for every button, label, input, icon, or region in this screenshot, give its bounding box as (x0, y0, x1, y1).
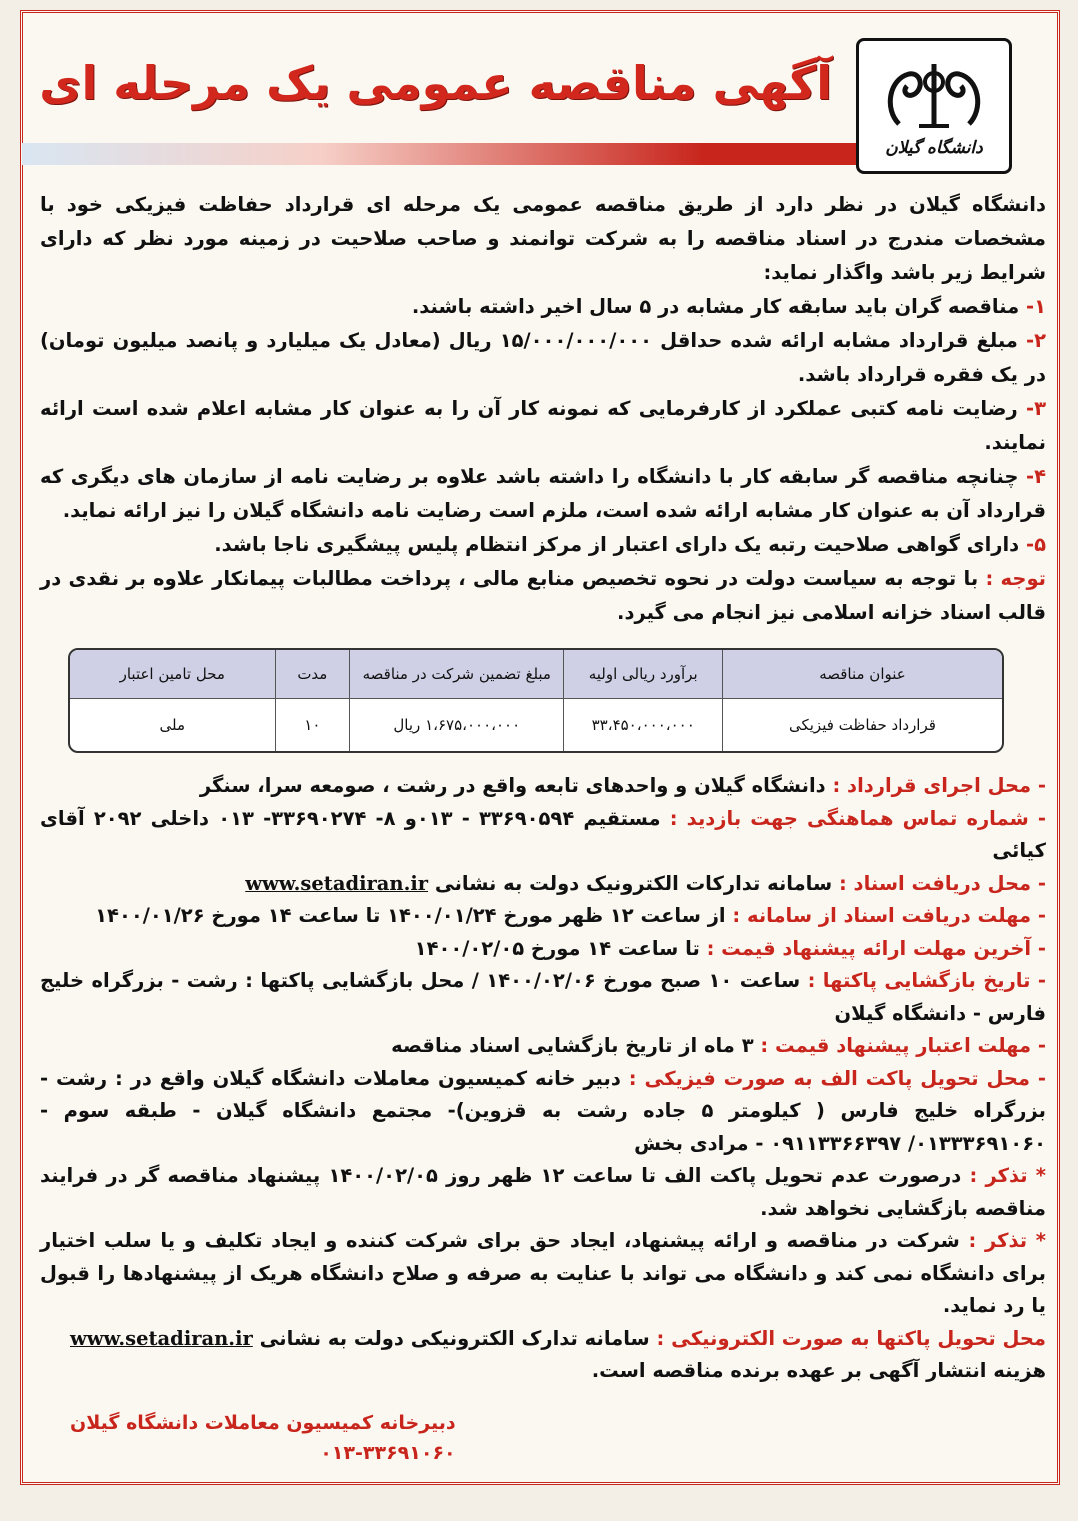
notice-body (40, 188, 1046, 630)
cell-estimate: ۳۳،۴۵۰،۰۰۰،۰۰۰ (564, 699, 722, 752)
detail-bid-deadline: - آخرین مهلت ارائه پیشنهاد قیمت : تا ساعت ۱۴ مورخ ۱۴۰۰/۰۲/۰۵ (414, 936, 1046, 960)
col-guarantee: مبلغ تضمین شرکت در مناقصه (350, 650, 564, 699)
detail-opening: - تاریخ بازگشایی پاکتها : ساعت ۱۰ صبح مورخ ۱۴۰۰/۰۲/۰۶ / محل بازگشایی پاکتها : رشت - بزرگراه خلیج فارس - دانشگاه گیلان (40, 969, 1046, 1025)
setadiran-link[interactable]: www.setadiran.ir (245, 871, 429, 895)
notice-header (22, 38, 1032, 173)
signature-phone: ۰۱۳-۳۳۶۹۱۰۶۰ (320, 1442, 456, 1464)
tender-table (68, 648, 1004, 753)
header-band (22, 143, 872, 165)
intro-paragraph: دانشگاه گیلان در نظر دارد از طریق مناقصه عمومی یک مرحله ای قرارداد حفاظت فیزیکی خود با مشخصات مندرج در اسناد مناقصه را به شرکت توانمند و صاحب صلاحیت در زمینه مورد نظر که دارای شرایط زیر باشد واگذار نماید: (40, 193, 1046, 284)
condition-1: ۱- مناقصه گران باید سابقه کار مشابه در ۵ سال اخیر داشته باشند. (411, 295, 1046, 318)
reminder-2: * تذکر : شرکت در مناقصه و ارائه پیشنهاد، ایجاد حق برای شرکت کننده و ایجاد تکلیف و یا سلب اختیار برای دانشگاه نمی کند و دانشگاه می تواند با عنایت به صرفه و صلاح دانشگاه هریک از پیشنهادها را قبول یا رد نماید. (40, 1229, 1046, 1317)
cell-guarantee: ۱،۶۷۵،۰۰۰،۰۰۰ ریال (350, 699, 564, 752)
page-title: آگهی مناقصه عمومی یک مرحله ای (39, 56, 832, 110)
col-funding: محل تامین اعتبار (70, 650, 275, 699)
cell-funding: ملی (70, 699, 275, 752)
cell-title: قرارداد حفاظت فیزیکی (722, 699, 1002, 752)
col-estimate: برآورد ریالی اولیه (564, 650, 722, 699)
cost-note: هزینه انتشار آگهی بر عهده برنده مناقصه است. (591, 1359, 1046, 1382)
note-paragraph: توجه : با توجه به سیاست دولت در نحوه تخصیص منابع مالی ، پرداخت مطالبات پیمانکار علاوه بر نقدی در قالب اسناد خزانه اسلامی نیز انجام می گیرد. (40, 567, 1046, 624)
detail-doc-deadline: - مهلت دریافت اسناد از سامانه : از ساعت ۱۲ ظهر مورخ ۱۴۰۰/۰۱/۲۴ تا ساعت ۱۴ مورخ ۱۴۰۰/۰۱/۲۶ (95, 904, 1046, 927)
detail-validity: - مهلت اعتبار پیشنهاد قیمت : ۳ ماه از تاریخ بازگشایی اسناد مناقصه (391, 1034, 1046, 1057)
col-title: عنوان مناقصه (722, 650, 1002, 699)
detail-documents: - محل دریافت اسناد : سامانه تدارکات الکترونیک دولت به نشانی www.setadiran.ir (245, 871, 1046, 895)
col-duration: مدت (275, 650, 350, 699)
logo-emblem-icon (879, 54, 989, 134)
cell-duration: ۱۰ (275, 699, 350, 752)
signature-line-1: دبیرخانه کمیسیون معاملات دانشگاه گیلان (70, 1412, 456, 1434)
university-logo (856, 38, 1012, 174)
detail-location: - محل اجرای قرارداد : دانشگاه گیلان و واحدهای تابعه واقع در رشت ، صومعه سرا، سنگر (199, 774, 1046, 797)
condition-4: ۴- چنانچه مناقصه گر سابقه کار با دانشگاه را داشته باشد علاوه بر رضایت نامه از سازمان های دیگری که قرارداد آن به عنوان کار مشابه ارائه شده است، ملزم است رضایت نامه دانشگاه گیلان را نیز ارائه نماید. (40, 465, 1047, 522)
table-header-row (70, 650, 1002, 699)
reminder-1: * تذکر : درصورت عدم تحویل پاکت الف تا ساعت ۱۲ ظهر روز ۱۴۰۰/۰۲/۰۵ پیشنهاد مناقصه گر در فرایند مناقصه بازگشایی نخواهد شد. (40, 1164, 1047, 1220)
setadiran-link-2[interactable]: www.setadiran.ir (69, 1326, 253, 1350)
notice-details (40, 770, 1046, 1388)
signature-block (70, 1408, 456, 1468)
electronic-delivery: محل تحویل پاکتها به صورت الکترونیکی : سامانه تدارک الکترونیکی دولت به نشانی www.setadiran.ir (69, 1326, 1046, 1350)
condition-2: ۲- مبلغ قرارداد مشابه ارائه شده حداقل ۱۵/۰۰۰/۰۰۰/۰۰۰ ریال (معادل یک میلیارد و پانصد میلیون تومان) در یک فقره قرارداد باشد. (40, 329, 1047, 386)
condition-3: ۳- رضایت نامه کتبی عملکرد از کارفرمایی که نمونه کار آن را به عنوان کار مشابه اعلام شده است ارائه نمایند. (40, 397, 1046, 454)
condition-5: ۵- دارای گواهی صلاحیت رتبه یک دارای اعتبار از مرکز انتظام پلیس پیشگیری ناجا باشد. (214, 533, 1046, 556)
table-row (70, 699, 1002, 752)
logo-text: دانشگاه گیلان (885, 138, 983, 158)
detail-delivery: - محل تحویل پاکت الف به صورت فیزیکی : دبیر خانه کمیسیون معاملات دانشگاه گیلان واقع در : رشت - بزرگراه خلیج فارس ( کیلومتر ۵ جاده رشت به قزوین)- مجتمع دانشگاه گیلان - طبقه سوم - ۰۱۳۳۳۶۹۱۰۶۰/ ۰۹۱۱۳۳۶۶۳۹۷ - مرادی بخش (40, 1066, 1046, 1155)
detail-contact: - شماره تماس هماهنگی جهت بازدید : مستقیم ۳۳۶۹۰۵۹۴ - ۰۱۳و ۸- ۳۳۶۹۰۲۷۴- ۰۱۳ داخلی ۲۰۹۲ آقای کیائی (40, 806, 1047, 862)
